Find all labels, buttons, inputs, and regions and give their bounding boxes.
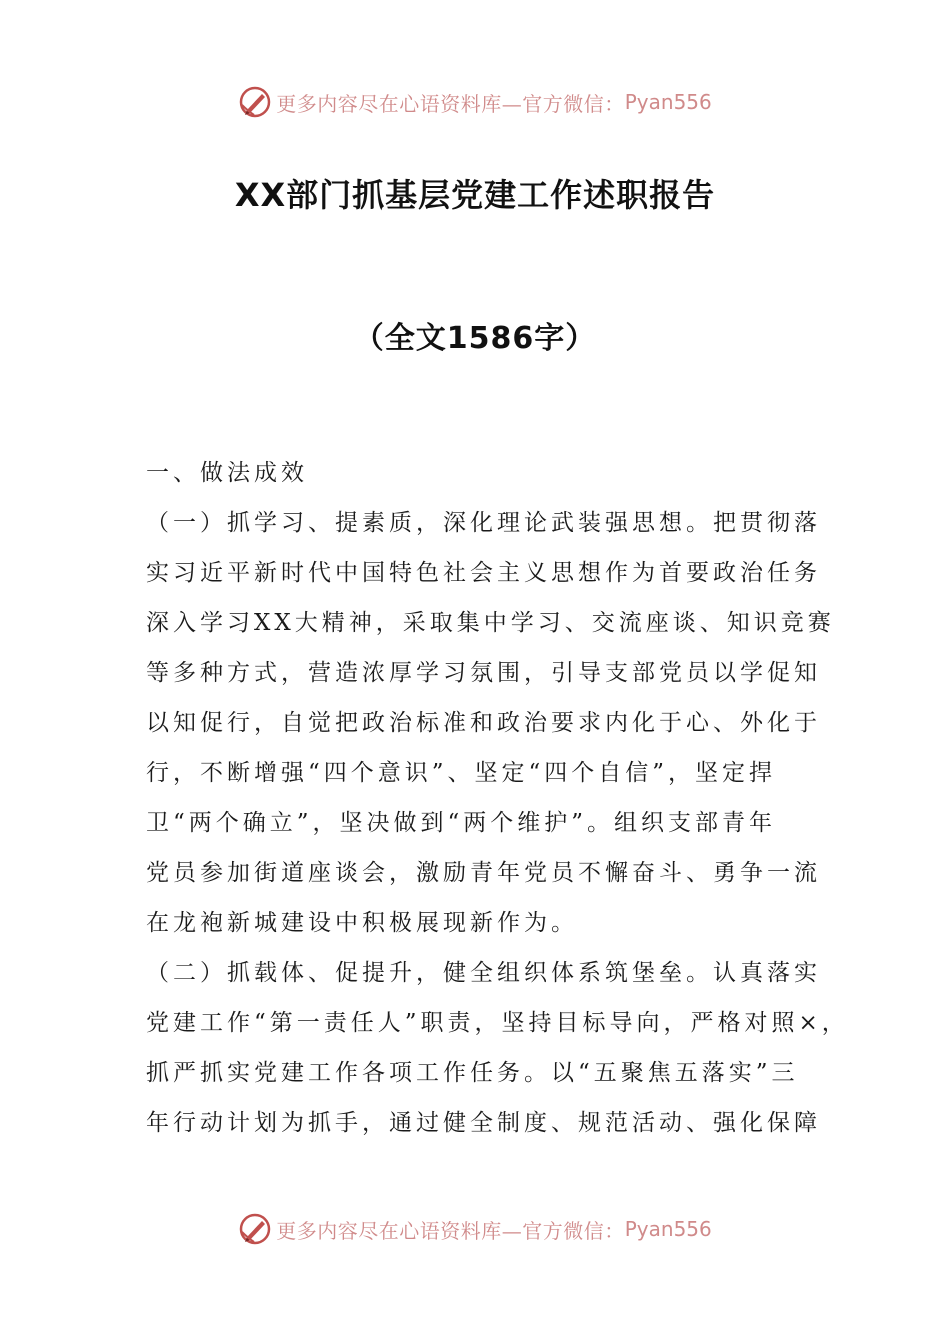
watermark-account: Pyan556 xyxy=(624,90,712,114)
document-title: XX部门抓基层党建工作述职报告 xyxy=(234,176,716,214)
body-line: 在龙袍新城建设中积极展现新作为。 xyxy=(146,910,578,936)
pen-logo-icon xyxy=(238,85,272,119)
body-line: 深入学习XX大精神，采取集中学习、交流座谈、知识竞赛 xyxy=(146,610,835,636)
body-line: 年行动计划为抓手，通过健全制度、规范活动、强化保障 xyxy=(146,1110,821,1136)
body-line: 党员参加街道座谈会，激励青年党员不懈奋斗、勇争一流 xyxy=(146,860,821,886)
document-subtitle: （全文1586字） xyxy=(353,321,597,356)
section-heading: 一、做法成效 xyxy=(146,460,308,486)
watermark-text: 更多内容尽在心语资料库—官方微信： xyxy=(276,1218,625,1243)
pen-logo-icon xyxy=(238,1212,272,1246)
watermark-text: 更多内容尽在心语资料库—官方微信： xyxy=(276,91,625,116)
body-line: 以知促行，自觉把政治标准和政治要求内化于心、外化于 xyxy=(146,710,821,736)
header-watermark xyxy=(0,80,950,124)
body-line: 党建工作“第一责任人”职责，坚持目标导向，严格对照×， xyxy=(146,1010,849,1036)
document-body xyxy=(146,448,849,1148)
body-line: 行，不断增强“四个意识”、坚定“四个自信”，坚定捍 xyxy=(146,760,777,786)
footer-watermark xyxy=(0,1207,950,1251)
body-line: （一）抓学习、提素质，深化理论武装强思想。把贯彻落 xyxy=(146,510,821,536)
body-line: 卫“两个确立”，坚决做到“两个维护”。组织支部青年 xyxy=(146,810,777,836)
body-line: 等多种方式，营造浓厚学习氛围，引导支部党员以学促知 xyxy=(146,660,821,686)
body-line: 实习近平新时代中国特色社会主义思想作为首要政治任务 xyxy=(146,560,821,586)
body-line: 抓严抓实党建工作各项工作任务。以“五聚焦五落实”三 xyxy=(146,1060,799,1086)
body-line: （二）抓载体、促提升，健全组织体系筑堡垒。认真落实 xyxy=(146,960,821,986)
watermark-account: Pyan556 xyxy=(624,1217,712,1241)
